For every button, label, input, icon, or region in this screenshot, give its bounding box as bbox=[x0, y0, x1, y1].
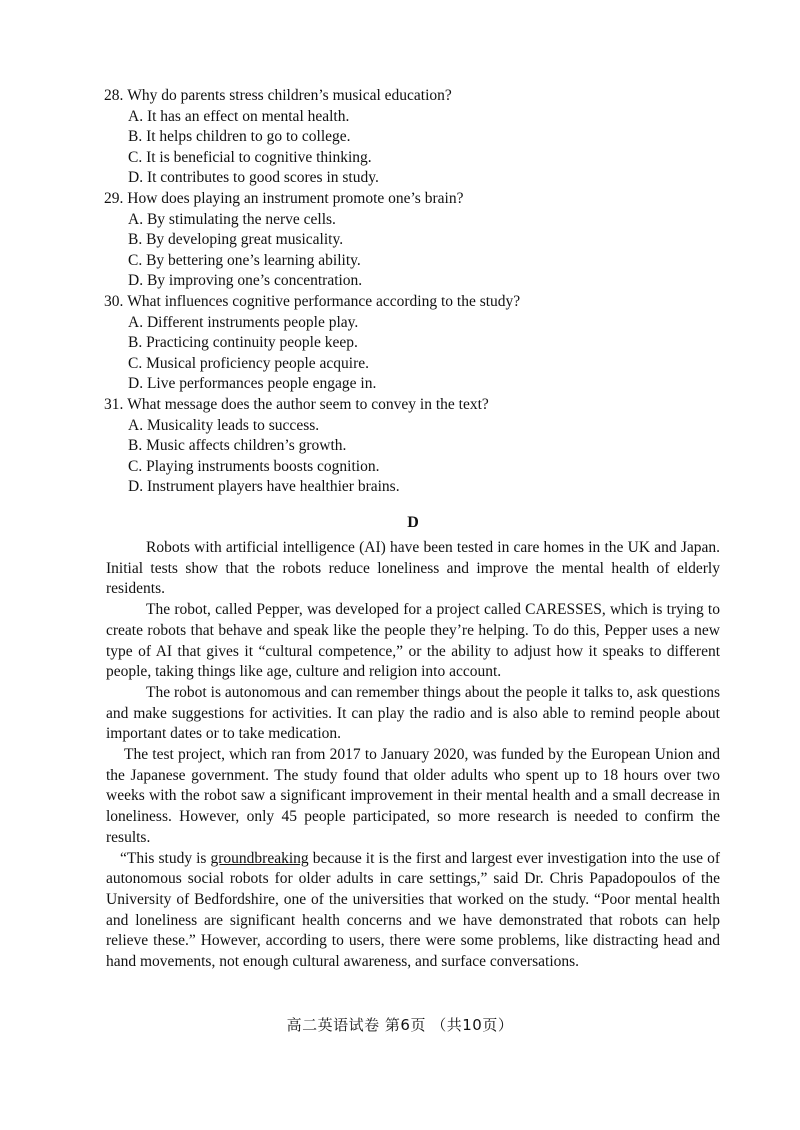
paragraph-1: Robots with artificial intelligence (AI) have been tested in care homes in the UK and Japan. Initial tests show that the robots reduce loneliness and improve the mental health of elderly residents. bbox=[106, 539, 720, 598]
question-31 bbox=[104, 395, 724, 498]
option-d: D. Instrument players have healthier brains. bbox=[128, 478, 400, 496]
option-a: A. It has an effect on mental health. bbox=[128, 107, 350, 125]
paragraph-4: The test project, which ran from 2017 to January 2020, was funded by the European Union and the Japanese government. The study found that older adults who spent up to 18 hours over two weeks with the robot saw a significant improvement in their mental health and a small decrease in loneliness. However, only 45 people participated, so more research is needed to confirm the results. bbox=[106, 746, 720, 846]
option-b: B. It helps children to go to college. bbox=[128, 128, 351, 146]
question-stem bbox=[104, 395, 724, 416]
option-c: C. It is beneficial to cognitive thinking. bbox=[128, 148, 372, 166]
paragraph-5 bbox=[106, 849, 720, 973]
question-number: 29. bbox=[104, 189, 124, 207]
option-a: A. Different instruments people play. bbox=[128, 313, 359, 331]
question-number: 31. bbox=[104, 395, 124, 413]
question-text: Why do parents stress children’s musical education? bbox=[127, 87, 452, 104]
option-a: A. Musicality leads to success. bbox=[128, 416, 320, 434]
option-d: D. By improving one’s concentration. bbox=[128, 272, 363, 290]
question-number: 28. bbox=[104, 87, 124, 104]
question-stem bbox=[104, 86, 724, 107]
option-c: C. By bettering one’s learning ability. bbox=[128, 251, 361, 269]
option-b: B. By developing great musicality. bbox=[128, 231, 344, 249]
paragraph-3: The robot is autonomous and can remember things about the people it talks to, ask questions and make suggestions for activities. It can play the radio and is also able to remind people about important dates or to take medication. bbox=[106, 683, 720, 743]
option-c: C. Playing instruments boosts cognition. bbox=[128, 457, 380, 475]
option-b: B. Music affects children’s growth. bbox=[128, 437, 347, 455]
question-number: 30. bbox=[104, 292, 124, 310]
question-29 bbox=[104, 189, 724, 292]
question-stem bbox=[104, 292, 724, 313]
option-c: C. Musical proficiency people acquire. bbox=[128, 354, 370, 372]
question-text: How does playing an instrument promote one’s brain? bbox=[127, 189, 464, 207]
paragraph-5-rest: because it is the first and largest ever investigation into the use of autonomous social robots for older adults in care settings,” said Dr. Chris Papadopoulos of the University of Bedfordshire, one of the universities that worked on the study. “Poor mental health and loneliness are significant health concerns and we have demonstrated that robots can help relieve these.” However, according to users, there were some problems, like distracting head and hand movements, not enough cultural awareness, and surface conversations. bbox=[106, 849, 720, 971]
question-text: What message does the author seem to convey in the text? bbox=[127, 395, 489, 413]
option-b: B. Practicing continuity people keep. bbox=[128, 334, 358, 352]
question-text: What influences cognitive performance according to the study? bbox=[127, 292, 521, 310]
option-d: D. Live performances people engage in. bbox=[128, 375, 377, 393]
section-label: D bbox=[407, 514, 419, 531]
option-a: A. By stimulating the nerve cells. bbox=[128, 210, 336, 228]
option-d: D. It contributes to good scores in study. bbox=[128, 169, 379, 187]
question-28 bbox=[104, 86, 724, 189]
page-footer: 高二英语试卷 第6页 （共10页） bbox=[286, 1016, 514, 1034]
paragraph-5-start: “This study is bbox=[120, 849, 211, 867]
question-list bbox=[104, 86, 724, 498]
question-stem bbox=[104, 189, 724, 210]
underlined-word: groundbreaking bbox=[210, 849, 309, 867]
paragraph-2: The robot, called Pepper, was developed for a project called CARESSES, which is trying to create robots that behave and speak like the people they’re helping. To do this, Pepper uses a new type of AI that gives it “cultural competence,” or the ability to adjust how it speaks to different people, taking things like age, culture and religion into account. bbox=[106, 601, 720, 681]
reading-passage-d bbox=[106, 512, 720, 973]
question-30 bbox=[104, 292, 724, 395]
